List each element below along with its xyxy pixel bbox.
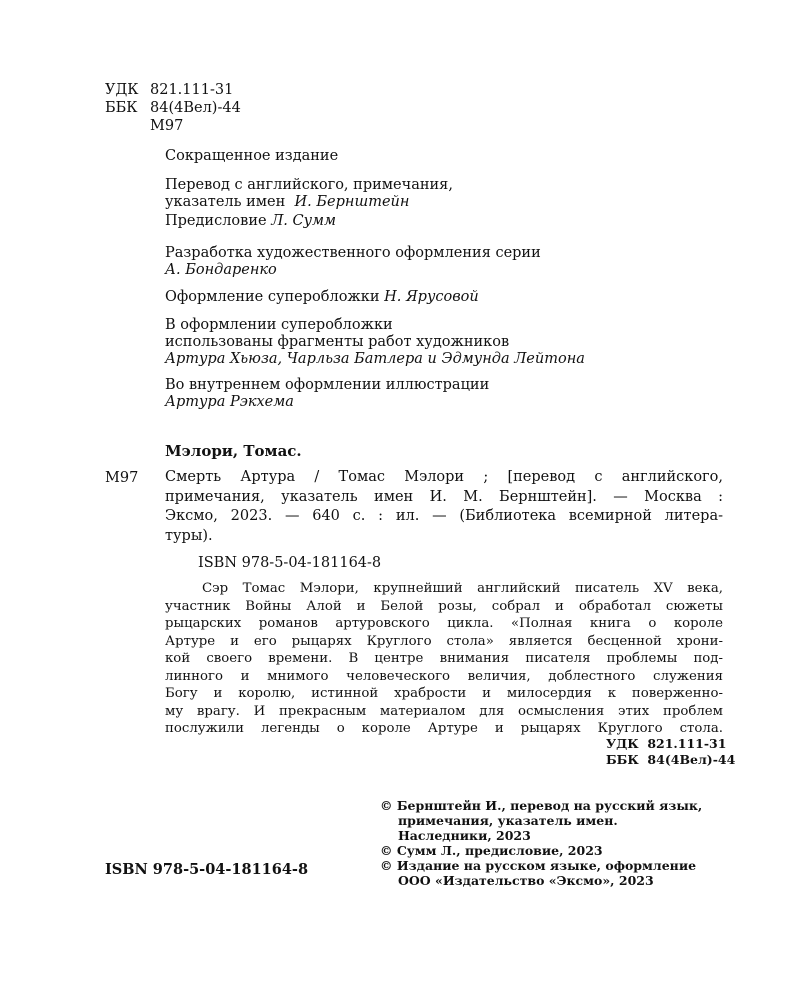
copyright-line: Наследники, 2023 — [398, 828, 531, 843]
bbk-code: 84(4Вел)-44 — [150, 100, 241, 116]
catalog-heading: Мэлори, Томас. — [165, 442, 302, 460]
inner-illustration-credit — [165, 377, 489, 411]
catalog-entry-line-4: туры). — [165, 527, 213, 544]
translator-name: И. Бернштейн — [294, 194, 410, 210]
catalog-sign: М97 — [105, 470, 139, 486]
translation-line-1: Перевод с английского, примечания, — [165, 177, 453, 193]
bbk-label: ББК — [105, 100, 138, 116]
inner-illustration-label: Во внутреннем оформлении иллюстрации — [165, 377, 490, 393]
jacket-art-credit — [165, 317, 585, 368]
annotation-line: Сэр Томас Мэлори, крупнейший английский писатель XV века, — [202, 581, 723, 596]
jacket-design-line — [165, 289, 479, 306]
catalog-entry-line-1: Смерть Артура / Томас Мэлори ; [перевод с английского, — [165, 469, 723, 485]
copyright-line: © Бернштейн И., перевод на русский язык, — [380, 798, 703, 813]
copyright-line: © Издание на русском языке, оформление — [380, 858, 697, 873]
jacket-designer-name: Н. Ярусовой — [384, 289, 479, 305]
copyright-line: © Сумм Л., предисловие, 2023 — [380, 843, 603, 858]
jacket-design-label: Оформление суперобложки — [165, 289, 380, 305]
udk-label: УДК — [105, 82, 139, 98]
annotation — [165, 580, 723, 738]
preface-line — [165, 213, 336, 230]
series-design-credit — [165, 245, 541, 279]
annotation-line: Богу и королю, истинной храбрости и милосердия к поверженно- — [165, 686, 723, 701]
edition-note: Сокращенное издание — [165, 148, 339, 164]
annotation-bbk: ББК 84(4Вел)-44 — [606, 752, 736, 767]
copyright-line: ООО «Издательство «Эксмо», 2023 — [398, 873, 654, 888]
copyright-line: примечания, указатель имен. — [398, 813, 618, 828]
jacket-art-line-1: В оформлении суперобложки — [165, 317, 393, 333]
annotation-line: Артуре и его рыцарях Круглого стола» является бесценной хрони- — [165, 633, 723, 649]
catalog-entry-line-3: Эксмо, 2023. — 640 с. : ил. — (Библиотека всемирной литера- — [165, 508, 723, 524]
series-designer-name: А. Бондаренко — [165, 262, 277, 278]
translation-line-2 — [165, 194, 453, 211]
preface-author: Л. Сумм — [271, 213, 337, 229]
jacket-design-credit — [165, 289, 479, 306]
preface-label: Предисловие — [165, 213, 267, 229]
annotation-line: рыцарских романов артуровского цикла. «Полная книга о короле — [165, 616, 723, 631]
translation-credit — [165, 177, 453, 211]
catalog-entry-line-2: примечания, указатель имен И. М. Бернштейн]. — Москва : — [165, 488, 723, 505]
footer-isbn: ISBN 978-5-04-181164-8 — [105, 861, 309, 878]
annotation-line: участник Войны Алой и Белой розы, собрал и обработал сюжеты — [165, 598, 723, 614]
translation-label: указатель имен — [165, 194, 286, 210]
catalog-entry — [165, 468, 723, 546]
annotation-line: послужили легенды о короле Артуре и рыцарях Круглого стола. — [165, 721, 723, 736]
author-sign: М97 — [150, 118, 184, 134]
annotation-line: линного и мнимого человеческого величия, доблестного служения — [165, 668, 723, 684]
series-design-label: Разработка художественного оформления серии — [165, 245, 541, 261]
annotation-line: му врагу. И прекрасным материалом для осмысления этих проблем — [165, 703, 723, 719]
annotation-line: кой своего времени. В центре внимания писателя проблемы под- — [165, 651, 723, 666]
preface-credit — [165, 213, 336, 230]
udk-code: 821.111-31 — [150, 82, 234, 98]
annotation-udk: УДК 821.111-31 — [606, 736, 727, 751]
jacket-artists-names: Артура Хьюза, Чарльза Батлера и Эдмунда Лейтона — [165, 351, 585, 367]
jacket-art-line-2: использованы фрагменты работ художников — [165, 334, 510, 350]
inner-illustrator-name: Артура Рэкхема — [165, 394, 294, 410]
catalog-isbn: ISBN 978-5-04-181164-8 — [198, 555, 382, 571]
